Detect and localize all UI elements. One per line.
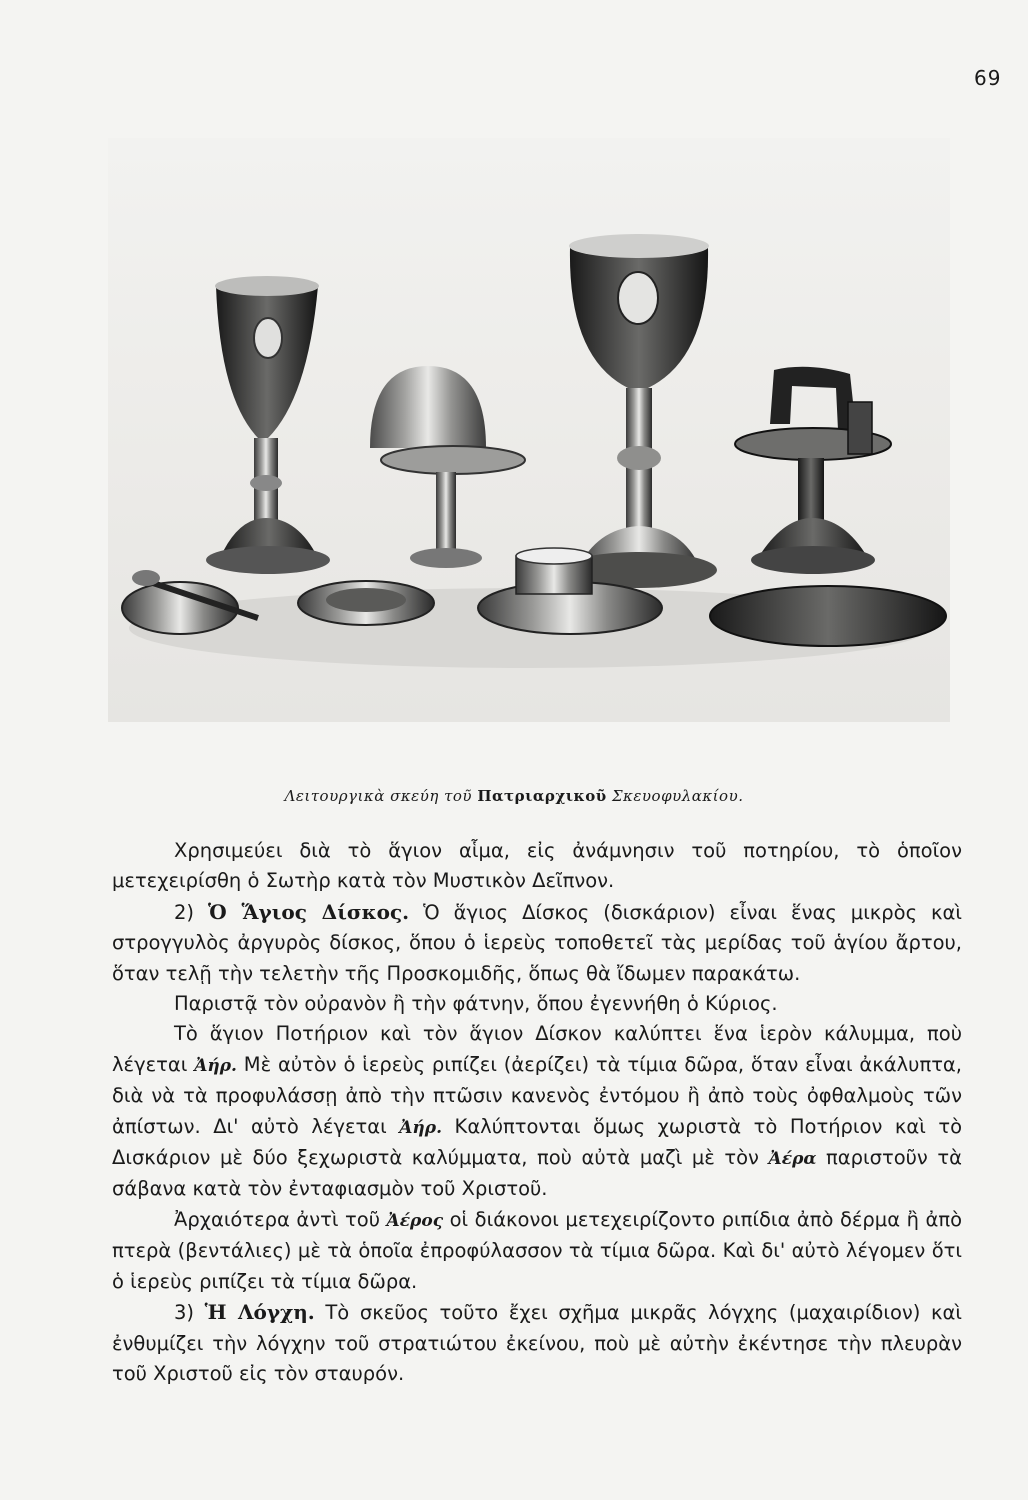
paragraph-4-part-d: παριστοῦν τὰ σάβανα κατὰ τὸν ἐνταφιασμὸν τοῦ Χριστοῦ.	[112, 1146, 962, 1201]
body-text	[112, 836, 962, 1389]
paragraph-2-text: Ὁ ἅγιος Δίσκος (δισκάριον) εἶναι ἕνας μικρὸς καὶ στρογγυλὸς ἀργυρὸς δίσκος, ὅπου ὁ ἱερεὺς τοποθετεῖ τὰς μερίδας τοῦ ἁγίου ἄρτου, ὅταν τελῇ τὴν τελετὴν τῆς Προσκομιδῆς, ὅπως θὰ ἴδωμεν παρακάτω.	[112, 900, 962, 985]
term-aer-1: Ἀήρ.	[194, 1055, 237, 1076]
paragraph-4-part-a: Τὸ ἅγιον Ποτήριον καὶ τὸν ἅγιον Δίσκον καλύπτει ἕνα ἱερὸν κάλυμμα, ποὺ λέγεται	[112, 1022, 962, 1076]
paten-right-icon	[710, 367, 946, 646]
liturgical-vessels-photo	[108, 138, 950, 722]
paragraph-5-part-b: οἱ διάκονοι μετεχειρίζοντο ριπίδια ἀπὸ δέρμα ἢ ἀπὸ πτερὰ (βεντάλιες) μὲ τὰ ὁποῖα ἐπροφύλασσον τὰ τίμια δῶρα. Καὶ δι' αὐτὸ λέγομεν ὅτι ὁ ἱερεὺς ριπίζει τὰ τίμια δῶρα.	[112, 1207, 963, 1293]
chalice-left-icon	[206, 276, 330, 574]
caption-part-2: Πατριαρχικοῦ	[477, 787, 607, 805]
paragraph-4-part-c: Καλύπτονται ὅμως χωριστὰ τὸ Ποτήριον καὶ τὸ Δισκάριον μὲ δύο ξεχωριστὰ καλύμματα, ποὺ αὐτὰ μαζὶ μὲ τὸν	[112, 1114, 962, 1170]
section-number-3: 3)	[174, 1301, 205, 1325]
section-title-lance: Ἡ Λόγχη.	[204, 1300, 315, 1325]
photo-caption	[0, 787, 1028, 805]
paragraph-1: Χρησιμεύει διὰ τὸ ἅγιον αἷμα, εἰς ἀνάμνησιν τοῦ ποτηρίου, τὸ ὁποῖον μετεχειρίσθη ὁ Σωτὴρ κατὰ τὸν Μυστικὸν Δεῖπνον.	[112, 839, 962, 893]
paragraph-5	[112, 1205, 962, 1297]
paragraph-3: Παριστᾷ τὸν οὐρανὸν ἢ τὴν φάτνην, ὅπου ἐγεννήθη ὁ Κύριος.	[174, 992, 778, 1016]
chalice-center-icon	[561, 234, 717, 588]
paragraph-2	[112, 897, 962, 989]
paragraph-6	[112, 1297, 962, 1389]
caption-part-3: Σκευοφυλακίου.	[606, 787, 744, 805]
term-aer-2: Ἀήρ.	[399, 1117, 443, 1138]
paragraph-4	[112, 1019, 962, 1204]
caption-part-1: Λειτουργικὰ σκεύη τοῦ	[284, 787, 478, 805]
paragraph-5-part-a: Ἀρχαιότερα ἀντὶ τοῦ	[174, 1207, 387, 1231]
term-aeros: Ἀέρος	[386, 1210, 444, 1231]
paragraph-6-text: Τὸ σκεῦος τοῦτο ἔχει σχῆμα μικρᾶς λόγχης (μαχαιρίδιον) καὶ ἐνθυμίζει τὴν λόγχην τοῦ στρατιώτου ἐκείνου, ποὺ μὲ αὐτὴν ἐκέντησε τὴν πλευρὰν τοῦ Χριστοῦ εἰς τὸν σταυρόν.	[112, 1301, 962, 1385]
term-aera: Ἀέρα	[768, 1149, 817, 1170]
section-title-holy-disk: Ὁ Ἅγιος Δίσκος.	[208, 899, 410, 924]
paragraph-4-part-b: Μὲ αὐτὸν ὁ ἱερεὺς ριπίζει (ἀερίζει) τὰ τίμια δῶρα, ὅταν εἶναι ἀκάλυπτα, διὰ νὰ τὰ προφυλάσσῃ ἀπὸ τὴν πτῶσιν κανενὸς ἐντόμου ἢ ἀπὸ τοὺς ὀφθαλμοὺς τῶν ἀπίστων. Δι' αὐτὸ λέγεται	[112, 1052, 962, 1138]
page-number: 69	[974, 66, 1002, 90]
section-number-2: 2)	[174, 900, 209, 924]
paten-with-asterisk-icon	[298, 366, 525, 625]
